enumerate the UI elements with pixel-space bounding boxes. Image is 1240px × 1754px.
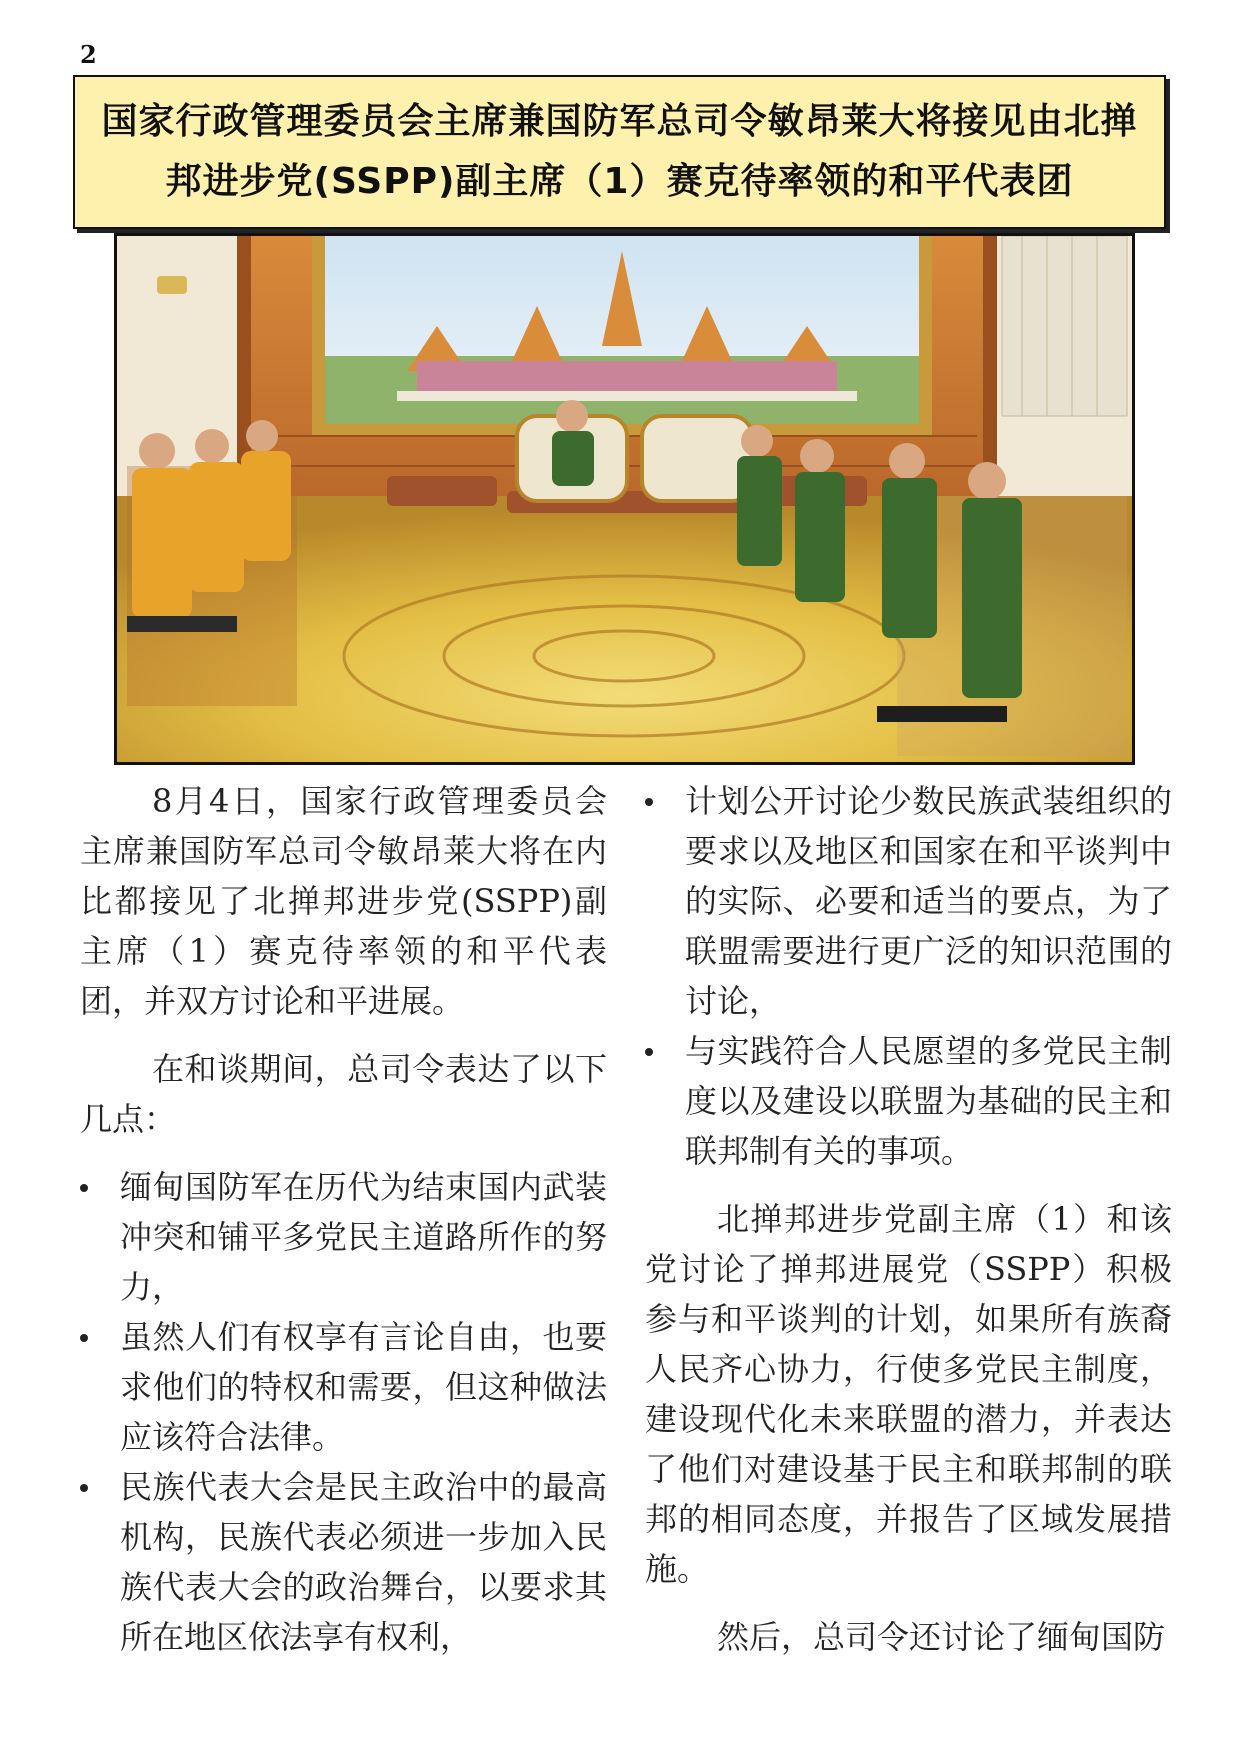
page-number: 2	[80, 40, 97, 69]
bullet-icon	[645, 1048, 653, 1056]
points-list-left	[80, 1162, 607, 1662]
left-column	[80, 776, 607, 1662]
headline-line-1: 国家行政管理委员会主席兼国防军总司令敏昂莱大将接见由北掸	[101, 101, 1138, 142]
intro-paragraph: 8月4日，国家行政管理委员会主席兼国防军总司令敏昂莱大将在内比都接见了北掸邦进步党(SSPP)副主席（1）赛克待率领的和平代表团，并双方讨论和平进展。	[80, 782, 607, 1020]
bullet-icon	[645, 798, 653, 806]
headline-box	[73, 75, 1166, 229]
list-item: 虽然人们有权享有言论自由，也要求他们的特权和需要，但这种做法应该符合法律。	[80, 1312, 607, 1462]
headline-line-2: 邦进步党(SSPP)副主席（1）赛克待率领的和平代表团	[165, 161, 1074, 202]
bullet-icon	[80, 1184, 88, 1192]
bullet-icon	[80, 1484, 88, 1492]
sspp-response-paragraph: 北掸邦进步党副主席（1）和该党讨论了掸邦进展党（SSPP）积极参与和平谈判的计划，如果所有族裔人民齐心协力，行使多党民主制度，建设现代化未来联盟的潜力，并表达了他们对建设基于民主和联邦制的联邦的相同态度，并报告了区域发展措施。	[645, 1200, 1172, 1588]
closing-paragraph: 然后，总司令还讨论了缅甸国防	[717, 1618, 1166, 1656]
points-lead-paragraph: 在和谈期间，总司令表达了以下几点：	[80, 1050, 607, 1138]
list-item: 计划公开讨论少数民族武装组织的要求以及地区和国家在和平谈判中的实际、必要和适当的要点，为了联盟需要进行更广泛的知识范围的讨论，	[645, 776, 1172, 1026]
right-column	[645, 776, 1172, 1662]
points-list-right	[645, 776, 1172, 1176]
list-item: 与实践符合人民愿望的多党民主制度以及建设以联盟为基础的民主和联邦制有关的事项。	[645, 1026, 1172, 1176]
list-item: 民族代表大会是民主政治中的最高机构，民族代表必须进一步加入民族代表大会的政治舞台，以要求其所在地区依法享有权利，	[80, 1462, 607, 1662]
bullet-icon	[80, 1334, 88, 1342]
meeting-photo	[114, 233, 1135, 765]
list-item: 缅甸国防军在历代为结束国内武装冲突和铺平多党民主道路所作的努力，	[80, 1162, 607, 1312]
